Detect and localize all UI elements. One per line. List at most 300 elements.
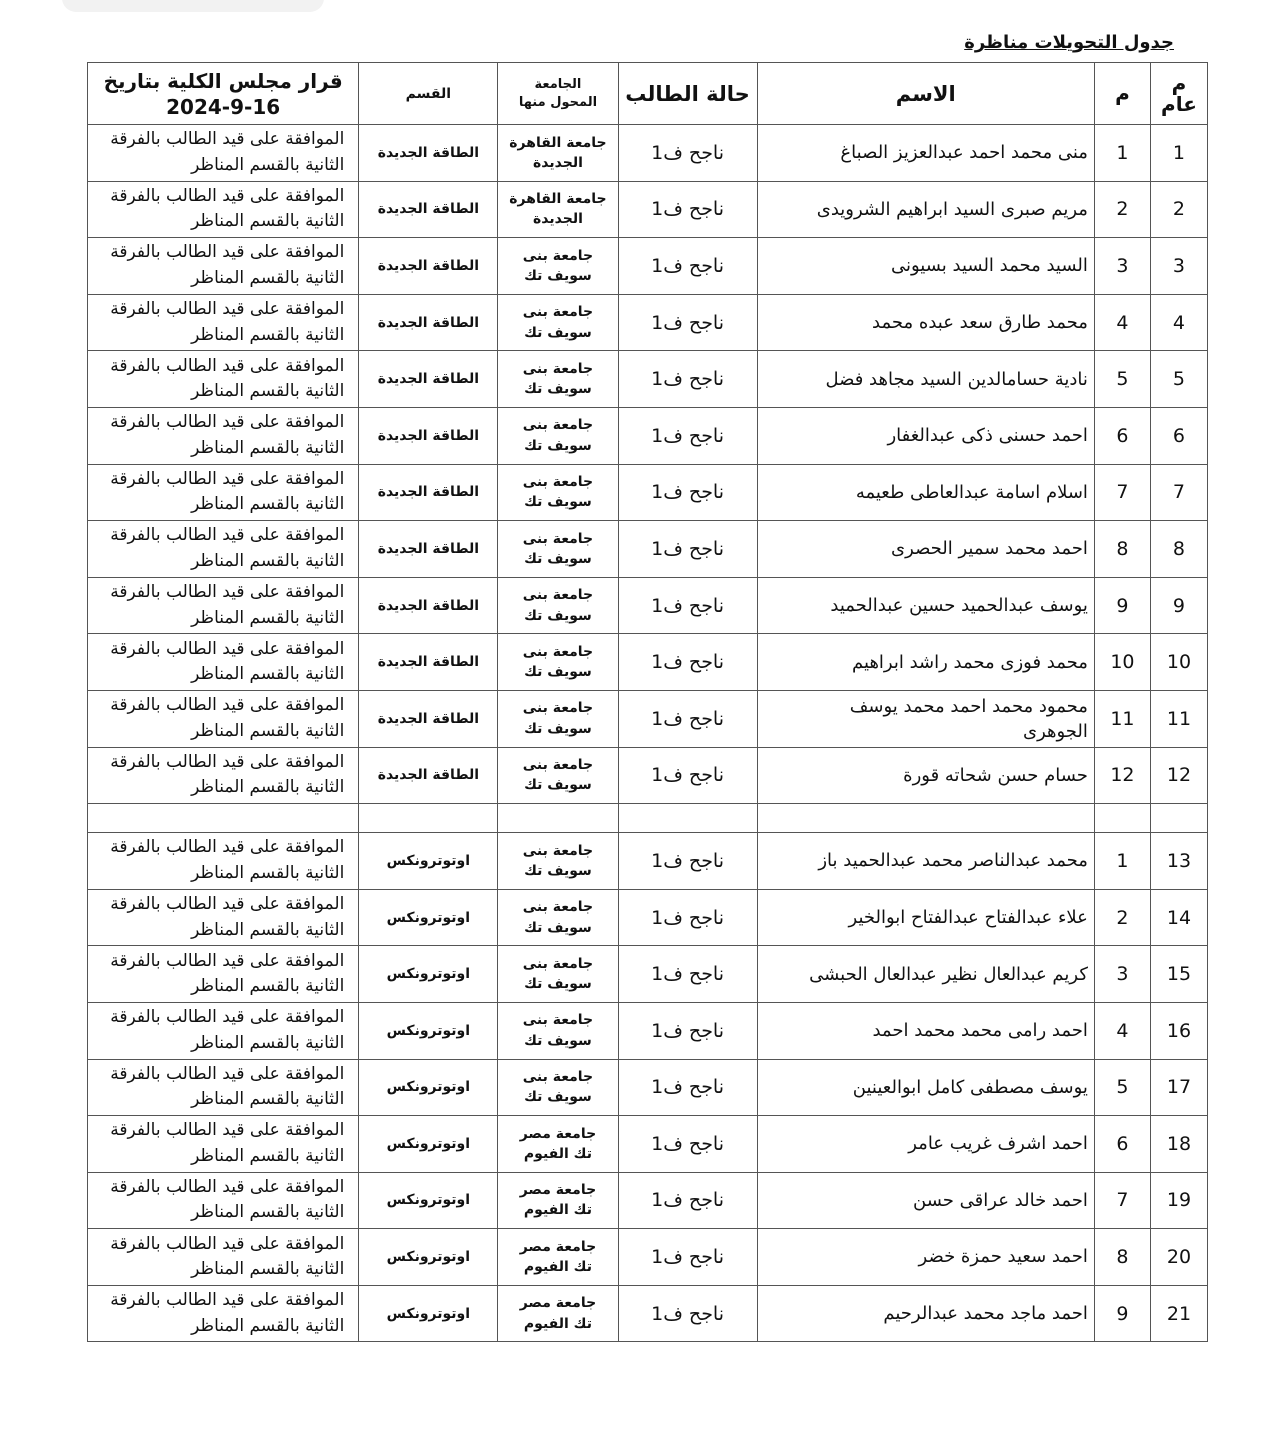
decision-cell (88, 747, 359, 804)
table-row (88, 833, 1208, 890)
status-cell: ناجح ف1 (618, 238, 757, 295)
decision-line: الموافقة على قيد الطالب بالفرقة (110, 950, 345, 971)
university-cell (498, 351, 618, 408)
department-cell: اوتوترونكس (359, 1059, 498, 1116)
status-cell: ناجح ف1 (618, 889, 757, 946)
student-name-line: كريم عبدالعال نظير عبدالعال الحبشى (809, 963, 1088, 985)
table-row (88, 294, 1208, 351)
status-cell: ناجح ف1 (618, 464, 757, 521)
department-cell: الطاقة الجديدة (359, 181, 498, 238)
decision-cell (88, 946, 359, 1003)
decision-line: الموافقة على قيد الطالب بالفرقة (110, 468, 345, 489)
student-name-cell (757, 351, 1094, 408)
university-line: جامعة القاهرة (509, 191, 607, 208)
university-cell (498, 833, 618, 890)
decision-line: الثانية بالقسم المناظر (191, 550, 345, 571)
department-cell: الطاقة الجديدة (359, 294, 498, 351)
university-line: جامعة بنى (522, 700, 594, 717)
decision-line: الثانية بالقسم المناظر (191, 919, 345, 940)
university-line: تك الفيوم (523, 1259, 592, 1276)
student-name-cell (757, 690, 1094, 747)
empty-cell (359, 804, 498, 833)
university-line: جامعة مصر (519, 1238, 597, 1255)
university-cell (498, 690, 618, 747)
student-name-cell (757, 634, 1094, 691)
decision-cell (88, 181, 359, 238)
student-name-cell (757, 747, 1094, 804)
decision-line: الموافقة على قيد الطالب بالفرقة (110, 695, 345, 716)
university-cell (498, 1116, 618, 1173)
student-name-cell (757, 181, 1094, 238)
table-row (88, 690, 1208, 747)
student-name-line: احمد ماجد محمد عبدالرحيم (883, 1303, 1088, 1325)
student-name-line: محمد عبدالناصر محمد عبدالحميد باز (818, 850, 1088, 872)
university-line: سويف تك (524, 976, 592, 993)
status-cell: ناجح ف1 (618, 125, 757, 182)
table-row (88, 351, 1208, 408)
decision-line: الثانية بالقسم المناظر (191, 607, 345, 628)
university-line: سويف تك (524, 267, 592, 284)
university-line: جامعة بنى (522, 842, 594, 859)
decision-cell (88, 294, 359, 351)
header-general-number-line: عام (1161, 91, 1197, 116)
student-name-cell (757, 1229, 1094, 1286)
decision-cell (88, 634, 359, 691)
decision-line: الثانية بالقسم المناظر (191, 720, 345, 741)
number-cell: 8 (1094, 1229, 1150, 1286)
number-cell: 5 (1094, 351, 1150, 408)
header-general-number-line: م (1171, 70, 1187, 95)
general-number-cell: 8 (1150, 521, 1207, 578)
university-cell (498, 577, 618, 634)
university-line: سويف تك (524, 437, 592, 454)
table-row (88, 1285, 1208, 1342)
university-line: جامعة بنى (522, 757, 594, 774)
department-cell: الطاقة الجديدة (359, 351, 498, 408)
university-cell (498, 634, 618, 691)
decision-line: الثانية بالقسم المناظر (191, 494, 345, 515)
decision-line: الموافقة على قيد الطالب بالفرقة (110, 242, 345, 263)
decision-line: الثانية بالقسم المناظر (191, 267, 345, 288)
decision-cell (88, 351, 359, 408)
number-cell: 12 (1094, 747, 1150, 804)
university-line: جامعة بنى (522, 899, 594, 916)
general-number-cell: 10 (1150, 634, 1207, 691)
top-tab-edge (62, 0, 324, 12)
empty-cell (498, 804, 618, 833)
university-line: جامعة بنى (522, 360, 594, 377)
decision-line: الثانية بالقسم المناظر (191, 1202, 345, 1223)
number-cell: 10 (1094, 634, 1150, 691)
department-cell: اوتوترونكس (359, 1285, 498, 1342)
table-row (88, 464, 1208, 521)
status-cell: ناجح ف1 (618, 1002, 757, 1059)
decision-line: الموافقة على قيد الطالب بالفرقة (110, 1233, 345, 1254)
university-line: سويف تك (524, 550, 592, 567)
general-number-cell: 3 (1150, 238, 1207, 295)
university-line: جامعة القاهرة (509, 134, 607, 151)
university-line: تك الفيوم (523, 1315, 592, 1332)
decision-line: الثانية بالقسم المناظر (191, 862, 345, 883)
general-number-cell: 14 (1150, 889, 1207, 946)
decision-line: الثانية بالقسم المناظر (191, 381, 345, 402)
section-separator-row (88, 804, 1208, 833)
university-line: جامعة بنى (522, 643, 594, 660)
student-name-line: احمد محمد سمير الحصرى (891, 538, 1088, 560)
decision-line: الموافقة على قيد الطالب بالفرقة (110, 129, 345, 150)
general-number-cell: 11 (1150, 690, 1207, 747)
university-line: جامعة بنى (522, 247, 594, 264)
university-line: سويف تك (524, 720, 592, 737)
university-cell (498, 181, 618, 238)
decision-line: الثانية بالقسم المناظر (191, 324, 345, 345)
university-cell (498, 946, 618, 1003)
table-row (88, 521, 1208, 578)
student-name-cell (757, 125, 1094, 182)
student-name-line: احمد خالد عراقى حسن (913, 1189, 1088, 1211)
number-cell: 1 (1094, 833, 1150, 890)
header-number: م (1094, 63, 1150, 125)
decision-line: الموافقة على قيد الطالب بالفرقة (110, 894, 345, 915)
status-cell: ناجح ف1 (618, 1285, 757, 1342)
department-cell: اوتوترونكس (359, 1116, 498, 1173)
transfers-table (87, 62, 1208, 1342)
decision-cell (88, 1116, 359, 1173)
student-name-line: الجوهرى (1022, 720, 1088, 742)
university-line: جامعة بنى (522, 304, 594, 321)
decision-line: الثانية بالقسم المناظر (191, 1032, 345, 1053)
status-cell: ناجح ف1 (618, 1116, 757, 1173)
header-university (498, 63, 618, 125)
decision-line: الثانية بالقسم المناظر (191, 1259, 345, 1280)
decision-line: الموافقة على قيد الطالب بالفرقة (110, 185, 345, 206)
status-cell: ناجح ف1 (618, 946, 757, 1003)
number-cell: 7 (1094, 1172, 1150, 1229)
university-line: جامعة بنى (522, 1069, 594, 1085)
university-line: جامعة بنى (522, 955, 594, 972)
university-line: جامعة مصر (519, 1295, 597, 1312)
university-line: تك الفيوم (523, 1145, 592, 1162)
university-line: سويف تك (524, 381, 592, 398)
university-line: جامعة بنى (522, 417, 594, 434)
number-cell: 3 (1094, 946, 1150, 1003)
header-university-line: الجامعة (534, 76, 582, 92)
university-cell (498, 125, 618, 182)
student-name-line: السيد محمد السيد بسيونى (890, 255, 1088, 277)
student-name-line: يوسف عبدالحميد حسين عبدالحميد (830, 594, 1088, 616)
status-cell: ناجح ف1 (618, 1059, 757, 1116)
decision-cell (88, 1172, 359, 1229)
table-row (88, 407, 1208, 464)
department-cell: الطاقة الجديدة (359, 407, 498, 464)
university-line: جامعة بنى (522, 1012, 594, 1029)
university-line: سويف تك (524, 607, 592, 624)
student-name-cell (757, 464, 1094, 521)
university-cell (498, 294, 618, 351)
table-body (88, 125, 1208, 1342)
number-cell: 4 (1094, 1002, 1150, 1059)
decision-line: الموافقة على قيد الطالب بالفرقة (110, 837, 345, 858)
general-number-cell: 16 (1150, 1002, 1207, 1059)
decision-line: الثانية بالقسم المناظر (191, 154, 345, 175)
decision-line: الثانية بالقسم المناظر (191, 437, 345, 458)
student-name-line: حسام حسن شحاته قورة (903, 764, 1088, 786)
header-name: الاسم (757, 63, 1094, 125)
university-line: سويف تك (524, 664, 592, 681)
decision-line: الثانية بالقسم المناظر (191, 211, 345, 232)
student-name-line: مريم صبرى السيد ابراهيم الشرويدى (816, 198, 1088, 220)
university-line: تك الفيوم (523, 1202, 592, 1219)
decision-line: الثانية بالقسم المناظر (191, 1145, 345, 1166)
status-cell: ناجح ف1 (618, 294, 757, 351)
student-name-line: احمد رامى محمد محمد احمد (872, 1020, 1088, 1042)
status-cell: ناجح ف1 (618, 833, 757, 890)
university-line: سويف تك (524, 494, 592, 511)
university-line: جامعة بنى (522, 474, 594, 491)
university-cell (498, 521, 618, 578)
number-cell: 2 (1094, 181, 1150, 238)
empty-cell (757, 804, 1094, 833)
student-name-cell (757, 889, 1094, 946)
header-decision-line: 2024-9-16 (166, 94, 281, 119)
decision-line: الثانية بالقسم المناظر (191, 664, 345, 685)
student-name-cell (757, 577, 1094, 634)
header-university-line: المحول منها (518, 94, 598, 110)
decision-cell (88, 1285, 359, 1342)
student-name-cell (757, 1059, 1094, 1116)
student-name-cell (757, 946, 1094, 1003)
general-number-cell: 9 (1150, 577, 1207, 634)
status-cell: ناجح ف1 (618, 1229, 757, 1286)
general-number-cell: 4 (1150, 294, 1207, 351)
general-number-cell: 1 (1150, 125, 1207, 182)
university-line: الجديدة (533, 154, 583, 171)
decision-cell (88, 889, 359, 946)
university-cell (498, 889, 618, 946)
header-department: القسم (359, 63, 498, 125)
number-cell: 6 (1094, 1116, 1150, 1173)
decision-cell (88, 125, 359, 182)
header-decision (88, 63, 359, 125)
status-cell: ناجح ف1 (618, 351, 757, 408)
university-line: جامعة مصر (519, 1125, 597, 1142)
department-cell: اوتوترونكس (359, 1229, 498, 1286)
decision-line: الموافقة على قيد الطالب بالفرقة (110, 751, 345, 772)
department-cell: الطاقة الجديدة (359, 747, 498, 804)
table-header-row (88, 63, 1208, 125)
table-row (88, 181, 1208, 238)
decision-line: الموافقة على قيد الطالب بالفرقة (110, 1063, 345, 1084)
decision-line: الموافقة على قيد الطالب بالفرقة (110, 299, 345, 320)
decision-cell (88, 690, 359, 747)
student-name-line: احمد حسنى ذكى عبدالغفار (887, 425, 1088, 447)
general-number-cell: 6 (1150, 407, 1207, 464)
number-cell: 5 (1094, 1059, 1150, 1116)
student-name-cell (757, 407, 1094, 464)
university-cell (498, 1002, 618, 1059)
decision-line: الموافقة على قيد الطالب بالفرقة (110, 525, 345, 546)
university-cell (498, 464, 618, 521)
status-cell: ناجح ف1 (618, 634, 757, 691)
table-row (88, 125, 1208, 182)
university-cell (498, 1172, 618, 1229)
decision-cell (88, 464, 359, 521)
university-cell (498, 1229, 618, 1286)
student-name-cell (757, 521, 1094, 578)
university-line: جامعة بنى (522, 530, 594, 547)
number-cell: 6 (1094, 407, 1150, 464)
number-cell: 3 (1094, 238, 1150, 295)
department-cell: الطاقة الجديدة (359, 634, 498, 691)
general-number-cell: 5 (1150, 351, 1207, 408)
decision-cell (88, 833, 359, 890)
table-row (88, 1059, 1208, 1116)
student-name-line: محمد فوزى محمد راشد ابراهيم (852, 651, 1088, 673)
university-cell (498, 407, 618, 464)
student-name-cell (757, 238, 1094, 295)
general-number-cell: 2 (1150, 181, 1207, 238)
header-general-number (1150, 63, 1207, 125)
general-number-cell: 13 (1150, 833, 1207, 890)
student-name-cell (757, 1285, 1094, 1342)
department-cell: الطاقة الجديدة (359, 521, 498, 578)
decision-cell (88, 1002, 359, 1059)
page-title: جدول التحويلات مناظرة (964, 32, 1174, 53)
department-cell: اوتوترونكس (359, 833, 498, 890)
table-row (88, 946, 1208, 1003)
number-cell: 8 (1094, 521, 1150, 578)
number-cell: 1 (1094, 125, 1150, 182)
university-line: الجديدة (533, 211, 583, 228)
number-cell: 9 (1094, 577, 1150, 634)
student-name-cell (757, 294, 1094, 351)
number-cell: 7 (1094, 464, 1150, 521)
department-cell: الطاقة الجديدة (359, 690, 498, 747)
department-cell: الطاقة الجديدة (359, 577, 498, 634)
student-name-line: نادية حسامالدين السيد مجاهد فضل (825, 368, 1088, 390)
department-cell: اوتوترونكس (359, 1002, 498, 1059)
decision-cell (88, 407, 359, 464)
empty-cell (1094, 804, 1150, 833)
table-row (88, 1116, 1208, 1173)
general-number-cell: 15 (1150, 946, 1207, 1003)
status-cell: ناجح ف1 (618, 181, 757, 238)
decision-cell (88, 1059, 359, 1116)
student-name-line: محمود محمد احمد محمد يوسف (849, 695, 1088, 717)
department-cell: اوتوترونكس (359, 889, 498, 946)
table-row (88, 634, 1208, 691)
status-cell: ناجح ف1 (618, 747, 757, 804)
department-cell: الطاقة الجديدة (359, 238, 498, 295)
number-cell: 9 (1094, 1285, 1150, 1342)
university-line: سويف تك (524, 1032, 592, 1049)
header-decision-line: قرار مجلس الكلية بتاريخ (103, 68, 343, 93)
student-name-cell (757, 1172, 1094, 1229)
general-number-cell: 18 (1150, 1116, 1207, 1173)
university-line: سويف تك (524, 324, 592, 341)
university-cell (498, 1285, 618, 1342)
table-row (88, 747, 1208, 804)
general-number-cell: 17 (1150, 1059, 1207, 1116)
decision-line: الموافقة على قيد الطالب بالفرقة (110, 1120, 345, 1141)
department-cell: الطاقة الجديدة (359, 464, 498, 521)
empty-cell (1150, 804, 1207, 833)
decision-cell (88, 238, 359, 295)
decision-line: الموافقة على قيد الطالب بالفرقة (110, 355, 345, 376)
student-name-cell (757, 833, 1094, 890)
header-status: حالة الطالب (618, 63, 757, 125)
university-cell (498, 747, 618, 804)
decision-line: الموافقة على قيد الطالب بالفرقة (110, 582, 345, 603)
student-name-line: محمد طارق سعد عبده محمد (872, 311, 1088, 333)
status-cell: ناجح ف1 (618, 1172, 757, 1229)
student-name-line: اسلام اسامة عبدالعاطى طعيمه (855, 481, 1088, 503)
empty-cell (618, 804, 757, 833)
status-cell: ناجح ف1 (618, 690, 757, 747)
number-cell: 11 (1094, 690, 1150, 747)
general-number-cell: 19 (1150, 1172, 1207, 1229)
general-number-cell: 7 (1150, 464, 1207, 521)
department-cell: الطاقة الجديدة (359, 125, 498, 182)
university-line: سويف تك (524, 862, 592, 879)
decision-cell (88, 577, 359, 634)
department-cell: اوتوترونكس (359, 1172, 498, 1229)
decision-line: الموافقة على قيد الطالب بالفرقة (110, 1290, 345, 1311)
number-cell: 2 (1094, 889, 1150, 946)
status-cell: ناجح ف1 (618, 407, 757, 464)
student-name-line: احمد اشرف غريب عامر (908, 1133, 1088, 1155)
student-name-cell (757, 1116, 1094, 1173)
general-number-cell: 20 (1150, 1229, 1207, 1286)
table-row (88, 1002, 1208, 1059)
university-line: سويف تك (524, 919, 592, 936)
university-cell (498, 238, 618, 295)
university-line: سويف تك (524, 777, 592, 794)
department-cell: اوتوترونكس (359, 946, 498, 1003)
student-name-line: منى محمد احمد عبدالعزيز الصباغ (840, 142, 1088, 164)
student-name-line: علاء عبدالفتاح عبدالفتاح ابوالخير (848, 906, 1088, 928)
general-number-cell: 21 (1150, 1285, 1207, 1342)
table-row (88, 889, 1208, 946)
status-cell: ناجح ف1 (618, 577, 757, 634)
student-name-line: يوسف مصطفى كامل ابوالعينين (852, 1076, 1088, 1098)
decision-cell (88, 1229, 359, 1286)
decision-line: الثانية بالقسم المناظر (191, 777, 345, 798)
university-line: سويف تك (524, 1089, 592, 1106)
general-number-cell: 12 (1150, 747, 1207, 804)
student-name-cell (757, 1002, 1094, 1059)
table-row (88, 238, 1208, 295)
decision-line: الموافقة على قيد الطالب بالفرقة (110, 638, 345, 659)
table-row (88, 1229, 1208, 1286)
decision-line: الموافقة على قيد الطالب بالفرقة (110, 412, 345, 433)
decision-line: الثانية بالقسم المناظر (191, 1089, 345, 1110)
table-row (88, 1172, 1208, 1229)
university-cell (498, 1059, 618, 1116)
decision-cell (88, 521, 359, 578)
decision-line: الموافقة على قيد الطالب بالفرقة (110, 1007, 345, 1028)
number-cell: 4 (1094, 294, 1150, 351)
status-cell: ناجح ف1 (618, 521, 757, 578)
student-name-line: احمد سعيد حمزة خضر (918, 1246, 1088, 1268)
decision-line: الثانية بالقسم المناظر (191, 976, 345, 997)
university-line: جامعة بنى (522, 587, 594, 604)
decision-line: الموافقة على قيد الطالب بالفرقة (110, 1176, 345, 1197)
university-line: جامعة مصر (519, 1182, 597, 1199)
decision-line: الثانية بالقسم المناظر (191, 1315, 345, 1336)
empty-cell (88, 804, 359, 833)
table-row (88, 577, 1208, 634)
